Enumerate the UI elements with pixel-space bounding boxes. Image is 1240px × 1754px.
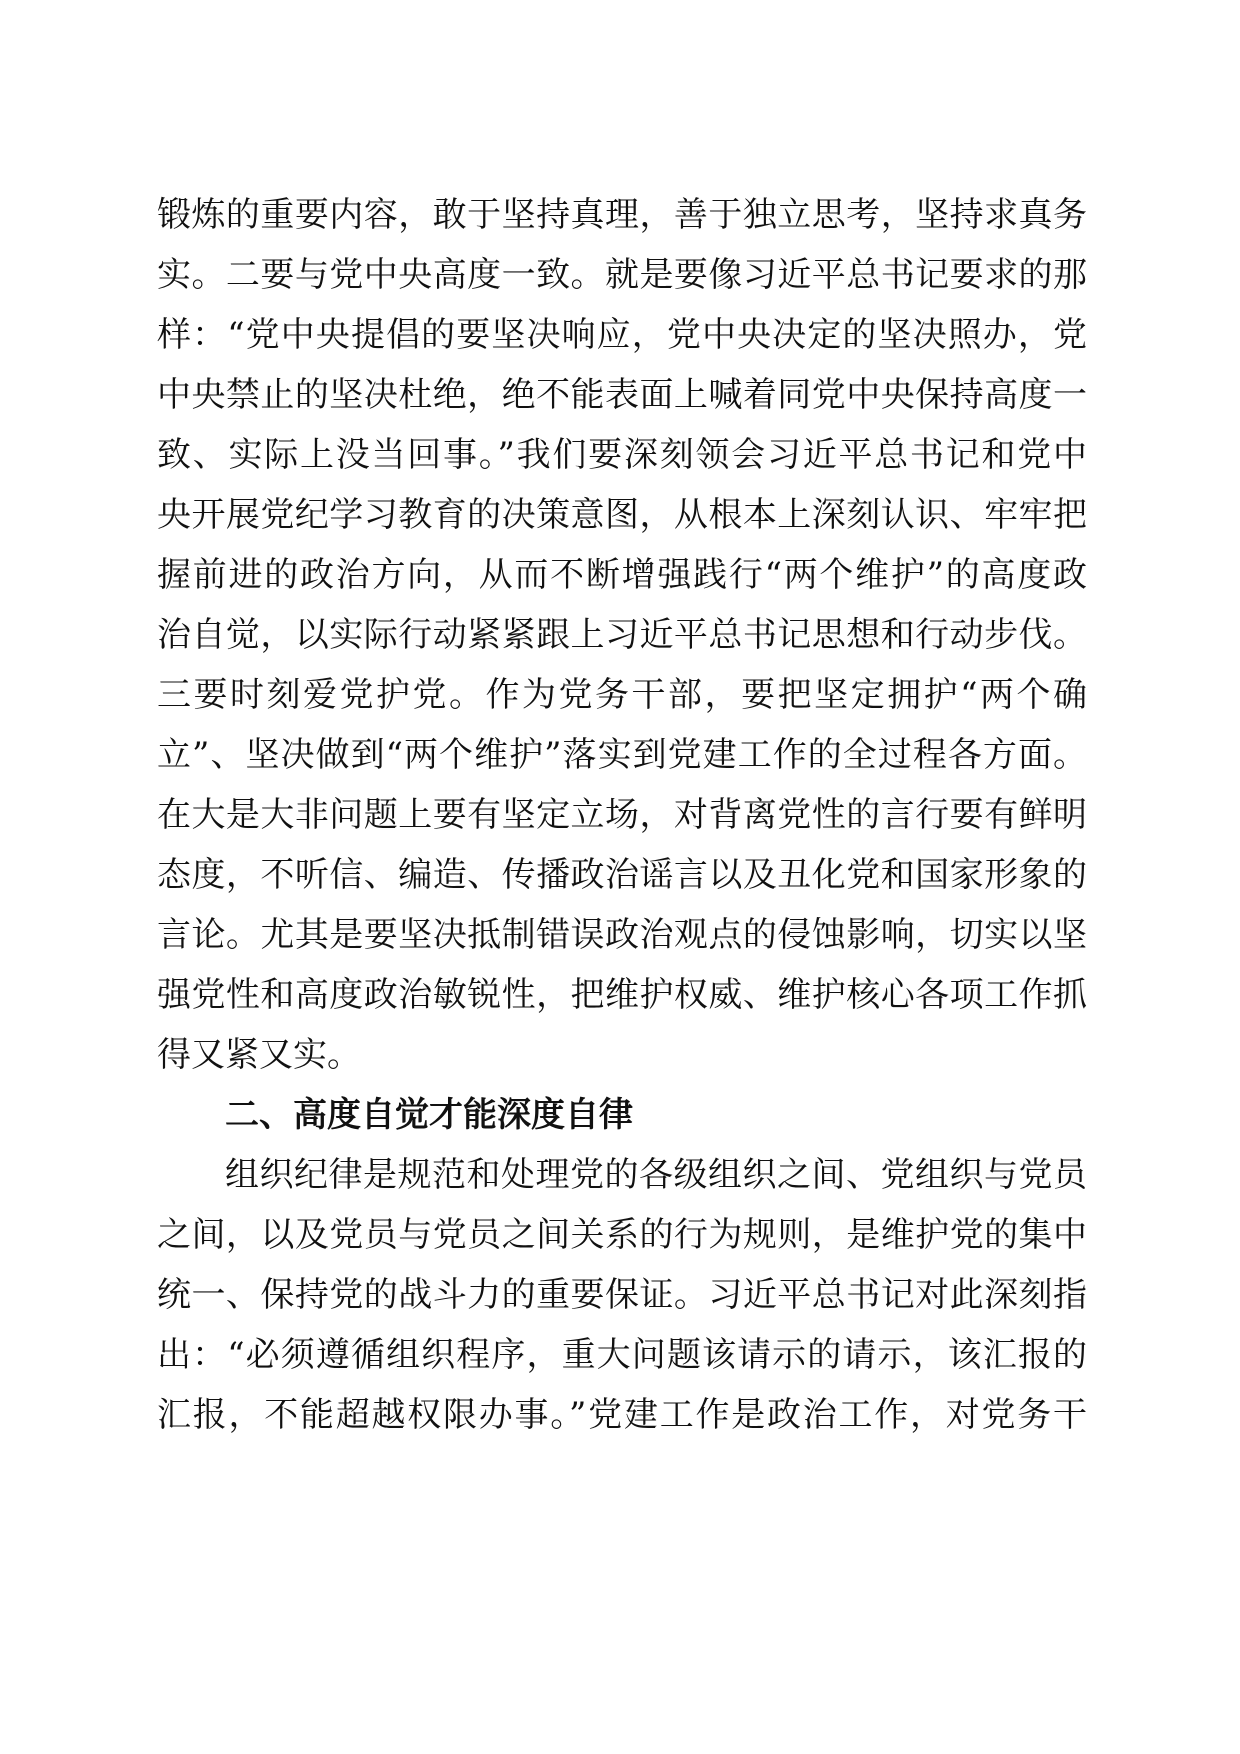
paragraph-line: 统一、保持党的战斗力的重要保证。习近平总书记对此深刻指	[157, 1275, 1087, 1315]
text-line: 言论。尤其是要坚决抵制错误政治观点的侵蚀影响，切实以坚	[157, 915, 1087, 955]
text-line: 治自觉，以实际行动紧紧跟上习近平总书记思想和行动步伐。	[157, 615, 1087, 655]
text-line: 中央禁止的坚决杜绝，绝不能表面上喊着同党中央保持高度一	[157, 375, 1087, 415]
text-line: 央开展党纪学习教育的决策意图，从根本上深刻认识、牢牢把	[157, 495, 1087, 535]
paragraph-line: 之间，以及党员与党员之间关系的行为规则，是维护党的集中	[157, 1215, 1087, 1255]
text-line: 致、实际上没当回事。”我们要深刻领会习近平总书记和党中	[157, 435, 1087, 475]
document-body	[157, 185, 1087, 1445]
section-heading: 二、高度自觉才能深度自律	[225, 1095, 633, 1135]
text-line: 在大是大非问题上要有坚定立场，对背离党性的言行要有鲜明	[157, 795, 1087, 835]
text-line: 立”、坚决做到“两个维护”落实到党建工作的全过程各方面。	[157, 735, 1087, 775]
text-line: 握前进的政治方向，从而不断增强践行“两个维护”的高度政	[157, 555, 1087, 595]
text-line: 三要时刻爱党护党。作为党务干部，要把坚定拥护“两个确	[157, 675, 1087, 715]
paragraph-line: 出：“必须遵循组织程序，重大问题该请示的请示，该汇报的	[157, 1335, 1087, 1375]
text-line: 强党性和高度政治敏锐性，把维护权威、维护核心各项工作抓	[157, 975, 1087, 1015]
text-line: 得又紧又实。	[157, 1035, 361, 1075]
text-line: 样：“党中央提倡的要坚决响应，党中央决定的坚决照办，党	[157, 315, 1087, 355]
text-line: 实。二要与党中央高度一致。就是要像习近平总书记要求的那	[157, 255, 1087, 295]
paragraph-line: 组织纪律是规范和处理党的各级组织之间、党组织与党员	[225, 1155, 1087, 1195]
text-line: 态度，不听信、编造、传播政治谣言以及丑化党和国家形象的	[157, 855, 1087, 895]
paragraph-line: 汇报，不能超越权限办事。”党建工作是政治工作，对党务干	[157, 1395, 1087, 1435]
text-line: 锻炼的重要内容，敢于坚持真理，善于独立思考，坚持求真务	[157, 195, 1087, 235]
